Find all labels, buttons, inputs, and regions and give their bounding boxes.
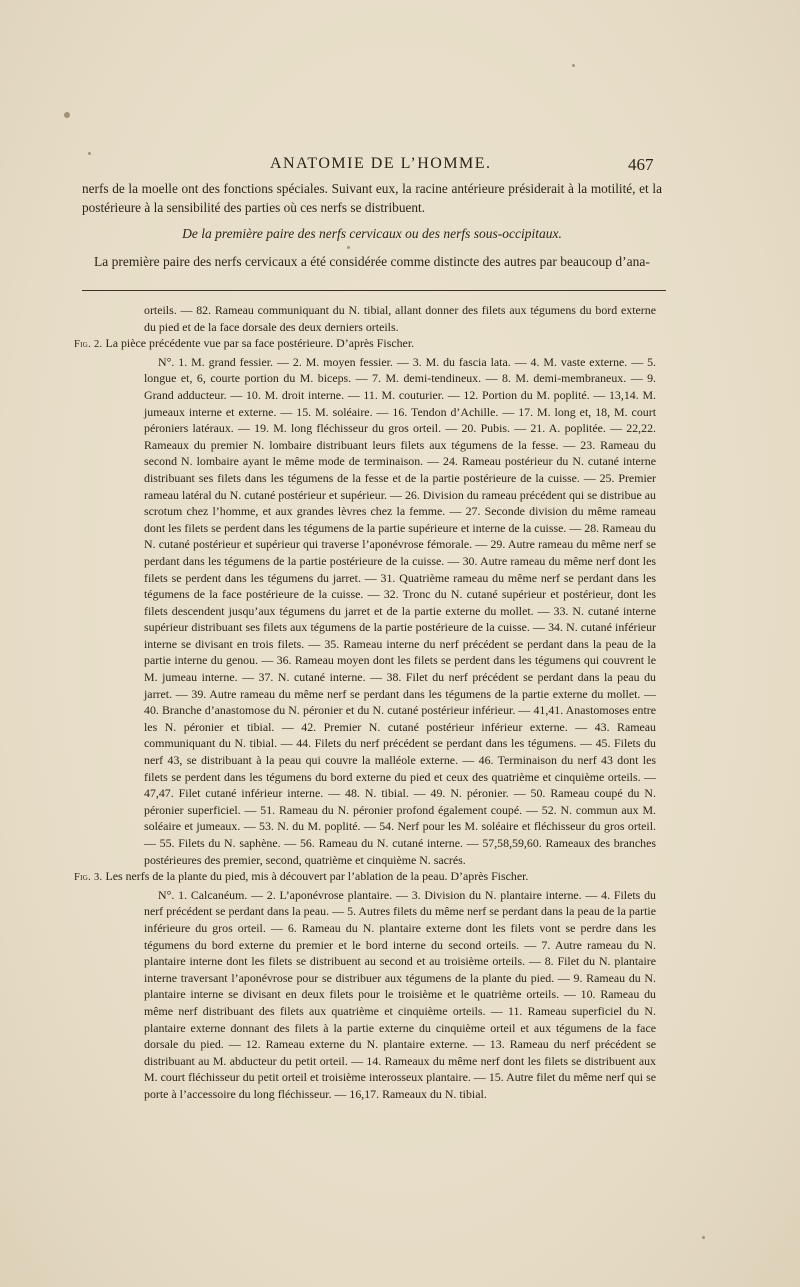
fig-3-legend: N°. 1. Calcanéum. — 2. L’aponévrose plantaire. — 3. Division du N. plantaire interne. — 4. Filets du nerf précédent se perdant dans la peau. — 5. Autres filets du même nerf se perdant dans la peau de la partie inférieure du gros orteil. — 6. Rameau du N. plantaire externe dont les filets vont se perdre dans les tégumens du bord externe du premier et le bord interne du second orteils. — 7. Autre rameau du N. plantaire interne dont les filets se distribuent au second et au troisième orteils. — 8. Filet du N. plantaire interne traversant l’aponévrose pour se distribuer aux tégumens de la plante du pied. — 9. Rameau du N. plantaire interne se divisant en deux filets pour le troisième et le quatrième orteils. — 10. Rameau du même nerf distribuant des filets aux quatrième et cinquième orteils. — 11. Rameau superficiel du N. plantaire externe donnant des filets à la partie externe du cinquième orteil et aux tégumens de la face dorsale du pied. — 12. Rameau externe du N. plantaire externe. — 13. Rameau du nerf précédent se distribuant au M. abducteur du petit orteil. — 14. Rameaux du même nerf dont les filets se distribuent aux M. court fléchisseur du petit orteil et troisième interosseux plantaire. — 15. Autre filet du même nerf qui se porte à l’accessoire du long fléchisseur. — 16,17. Rameaux du N. tibial. [144, 887, 656, 1101]
foxing-spot [702, 1236, 705, 1239]
fig-2-caption [70, 335, 656, 354]
foxing-spot [347, 246, 350, 249]
fig-2-legend: N°. 1. M. grand fessier. — 2. M. moyen fessier. — 3. M. du fascia lata. — 4. M. vaste externe. — 5. longue et, 6, courte portion du M. biceps. — 7. M. demi-tendineux. — 8. M. demi-membraneux. — 9. Grand adducteur. — 10. M. droit interne. — 11. M. couturier. — 12. Portion du M. poplité. — 13,14. M. jumeaux interne et externe. — 15. M. soléaire. — 16. Tendon d’Achille. — 17. M. long et, 18, M. court péroniers latéraux. — 19. M. long fléchisseur du gros orteil. — 20. Pubis. — 21. A. poplitée. — 22,22. Rameaux du premier N. lombaire distribuant leurs filets aux tégumens de la fesse. — 23. Rameau du second N. lombaire ayant le même mode de terminaison. — 24. Rameau postérieur du N. cutané interne distribuant ses filets dans les tégumens de la fesse et de la partie postérieure de la cuisse. — 25. Premier rameau latéral du N. cutané postérieur et supérieur. — 26. Division du rameau précédent qui se distribue au scrotum chez l’homme, et aux grandes lèvres chez la femme. — 27. Seconde division du même rameau dont les filets se perdent dans les tégumens de la partie supérieure et interne de la cuisse. — 28. Rameau du N. cutané postérieur et supérieur qui traverse l’aponévrose fémorale. — 29. Autre rameau du même nerf se perdant dans les tégumens de la partie postérieure de la cuisse. — 30. Autre rameau du même nerf dont les filets se perdent dans les tégumens du jarret. — 31. Quatrième rameau du même nerf se perdant dans les tégumens de la face postérieure de la cuisse. — 32. Tronc du N. cutané supérieur et postérieur, dont les filets descendent jusqu’aux tégumens du jarret et de la partie externe du mollet. — 33. N. cutané interne supérieur distribuant ses filets aux tégumens de la partie postérieure de la cuisse. — 34. N. cutané inférieur interne se divisant en trois filets. — 35. Rameau interne du nerf précédent se perdant dans la peau de la partie interne du genou. — 36. Rameau moyen dont les filets se perdent dans les tégumens qui couvrent le M. jumeau interne. — 37. N. cutané interne. — 38. Filet du nerf précédent se perdant dans la peau du jarret. — 39. Autre rameau du même nerf se perdant dans les tégumens de la partie externe du mollet. — 40. Branche d’anastomose du N. péronier et du N. cutané postérieur inférieur. — 41,41. Anastomoses entre les N. péronier et tibial. — 42. Premier N. cutané postérieur inférieur externe. — 43. Rameau communiquant du N. tibial. — 44. Filets du nerf précédent se perdant dans les tégumens. — 45. Filets du nerf 43, se distribuant à la peau qui couvre la malléole externe. — 46. Terminaison du nerf 43 dont les filets se perdent dans les tégumens du bord externe du pied et ceux des quatrième et cinquième orteils. — 47,47. Filet cutané inférieur interne. — 48. N. tibial. — 49. N. péronier. — 50. Rameau coupé du N. péronier superficiel. — 51. Rameau du N. péronier profond également coupé. — 52. N. commun aux M. soléaire et jumeaux. — 53. N. du M. poplité. — 54. Nerf pour les M. soléaire et fléchisseur du gros orteil. — 55. Filets du N. saphène. — 56. Rameau du N. cutané interne. — 57,58,59,60. Rameaux des branches postérieures des premier, second, quatrième et cinquième N. sacrés. [144, 354, 656, 867]
fig-2-label: Fig. 2. [74, 339, 103, 351]
fig-3-caption [70, 868, 656, 887]
main-text [82, 180, 662, 217]
notes-lead-paragraph: orteils. — 82. Rameau communiquant du N. tibial, allant donner des filets aux tégumens du bord externe du pied et de la face dorsale des deux derniers orteils. [144, 303, 656, 334]
footnote-rule [82, 290, 666, 291]
fig-3-label: Fig. 3. [74, 872, 103, 884]
page-number: 467 [628, 155, 654, 174]
fig-2-caption-text: La pièce précédente vue par sa face postérieure. D’après Fischer. [105, 336, 415, 351]
running-header [0, 155, 800, 181]
running-title: ANATOMIE DE L’HOMME. [270, 155, 492, 172]
foxing-spot [572, 64, 575, 67]
fig-3-caption-text: Les nerfs de la plante du pied, mis à découvert par l’ablation de la peau. D’après Fischer. [105, 869, 529, 884]
body-paragraph-continued: La première paire des nerfs cervicaux a été considérée comme distincte des autres par beaucoup d’ana- [94, 254, 650, 269]
section-subheading: De la première paire des nerfs cervicaux ou des nerfs sous-occipitaux. [182, 226, 562, 241]
foxing-spot [64, 112, 70, 118]
plate-notes [70, 302, 656, 1103]
body-paragraph: nerfs de la moelle ont des fonctions spéciales. Suivant eux, la racine antérieure présiderait à la motilité, et la postérieure à la sensibilité des parties où ces nerfs se distribuent. [82, 181, 662, 215]
